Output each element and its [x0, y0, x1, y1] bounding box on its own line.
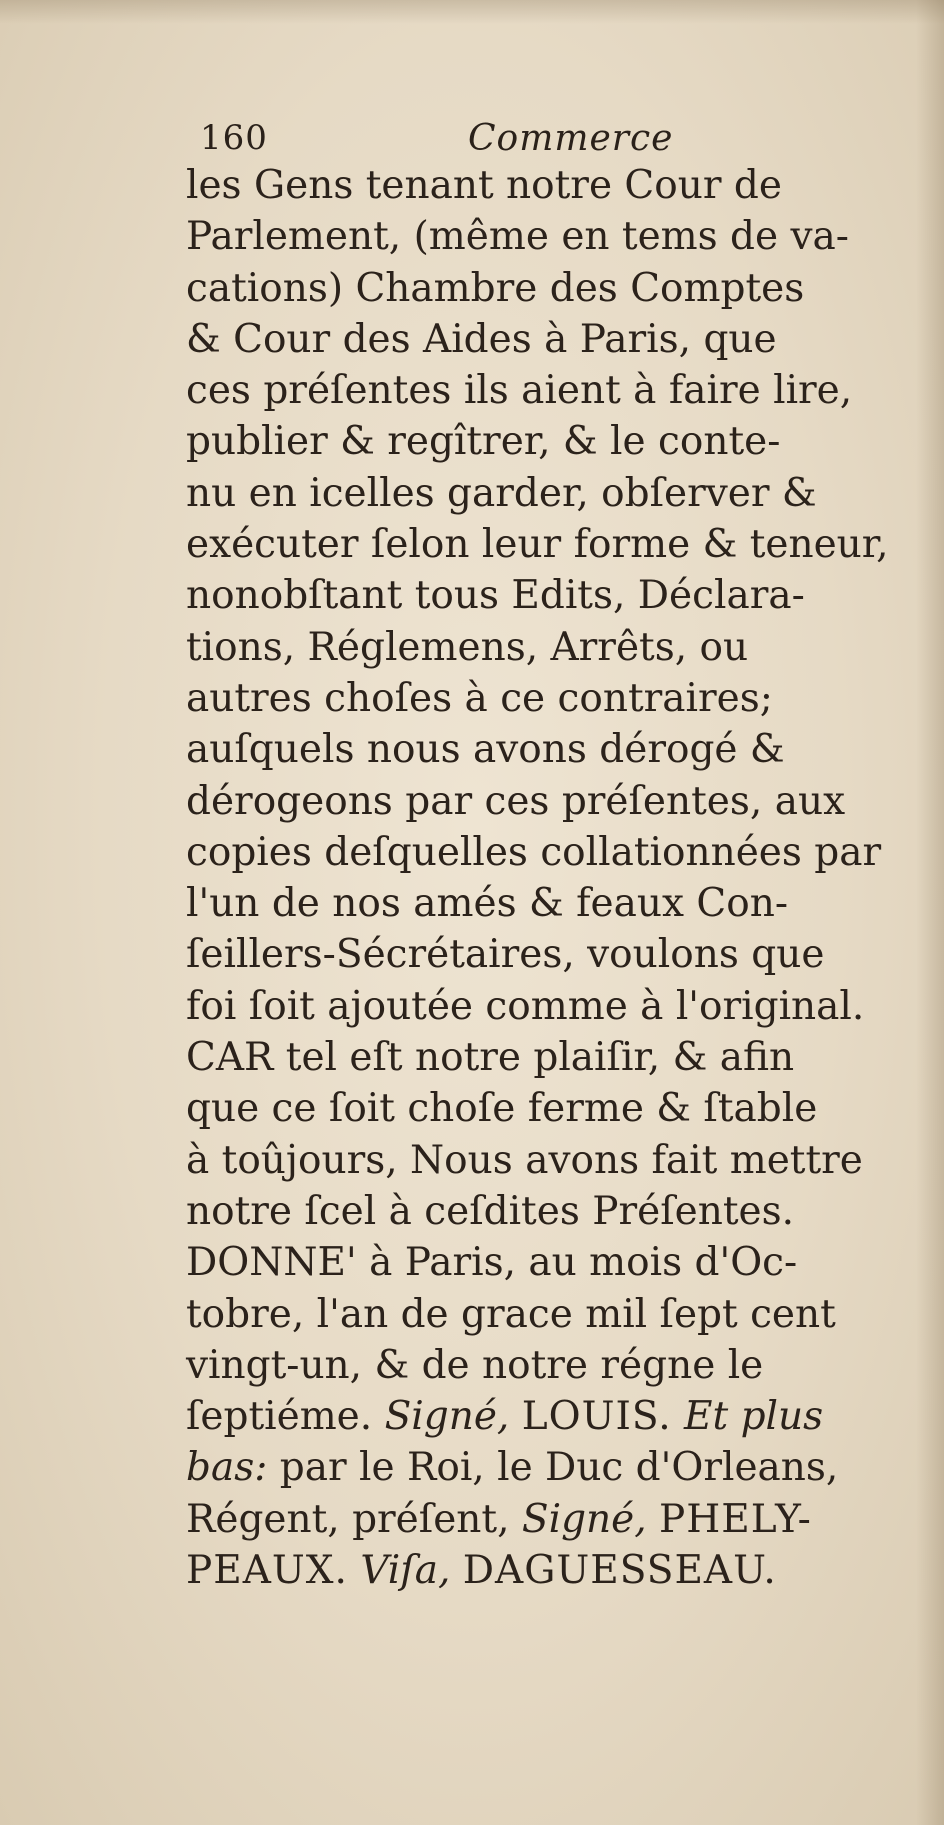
- text-line-signature-louis: [186, 1391, 916, 1442]
- text-line: & Cour des Aides à Paris, que: [186, 316, 777, 362]
- text-line: que ce ſoit choſe ferme & ſtable: [186, 1086, 818, 1132]
- septieme-text: ſeptiéme.: [186, 1394, 373, 1440]
- page-top-shadow: [0, 0, 944, 24]
- text-line: ces préſentes ils aient à faire lire,: [186, 368, 853, 414]
- et-plus-label: Et plus: [684, 1394, 824, 1440]
- text-line: CAR tel eſt notre plaiſir, & afin: [186, 1035, 795, 1081]
- daguesseau-name: DAGUESSEAU.: [462, 1548, 777, 1594]
- signe-label: Signé,: [384, 1394, 510, 1440]
- text-line: les Gens tenant notre Cour de: [186, 163, 782, 208]
- par-le-roi-text: par le Roi, le Duc d'Orleans,: [279, 1445, 839, 1491]
- text-line: foi ſoit ajoutée comme à l'original.: [186, 983, 865, 1029]
- text-line: tions, Réglemens, Arrêts, ou: [186, 624, 749, 670]
- body-text: [186, 160, 916, 1596]
- text-line: nu en icelles garder, obſerver &: [186, 470, 817, 516]
- running-title: Commerce: [468, 118, 674, 159]
- peaux-name: PEAUX.: [186, 1548, 348, 1594]
- text-line: ſeillers-Sécrétaires, voulons que: [186, 932, 825, 978]
- visa-label: Viſa,: [360, 1548, 451, 1594]
- signe-label-2: Signé,: [521, 1496, 647, 1542]
- phely-name: PHELY-: [659, 1496, 812, 1542]
- text-line: DONNE' à Paris, au mois d'Oc-: [186, 1240, 798, 1286]
- text-line: copies deſquelles collationnées par: [186, 829, 882, 875]
- page-number: 160: [200, 118, 268, 158]
- text-line: nonobſtant tous Edits, Déclara-: [186, 573, 805, 619]
- page-header: [200, 118, 900, 158]
- text-line: dérogeons par ces préſentes, aux: [186, 778, 846, 824]
- text-line-regent: [186, 1494, 916, 1545]
- text-line: cations) Chambre des Comptes: [186, 265, 805, 311]
- text-line: à toûjours, Nous avons fait mettre: [186, 1137, 863, 1183]
- page-right-shadow: [916, 0, 944, 1825]
- text-line: publier & regîtrer, & le conte-: [186, 419, 781, 465]
- text-line-par-le-roi: [186, 1442, 916, 1493]
- text-line: l'un de nos amés & feaux Con-: [186, 881, 789, 927]
- regent-text: Régent, préſent,: [186, 1496, 510, 1542]
- text-line: vingt-un, & de notre régne le: [186, 1342, 764, 1388]
- text-line-visa: [186, 1545, 916, 1596]
- louis-name: LOUIS.: [521, 1394, 672, 1440]
- bas-label: bas:: [186, 1445, 268, 1491]
- text-line: tobre, l'an de grace mil ſept cent: [186, 1291, 836, 1337]
- text-line: autres choſes à ce contraires;: [186, 675, 773, 721]
- text-line: Parlement, (même en tems de va-: [186, 214, 849, 260]
- text-line: exécuter ſelon leur forme & teneur,: [186, 522, 889, 568]
- text-line: auſquels nous avons dérogé &: [186, 727, 785, 773]
- text-line: notre ſcel à ceſdites Préſentes.: [186, 1188, 794, 1234]
